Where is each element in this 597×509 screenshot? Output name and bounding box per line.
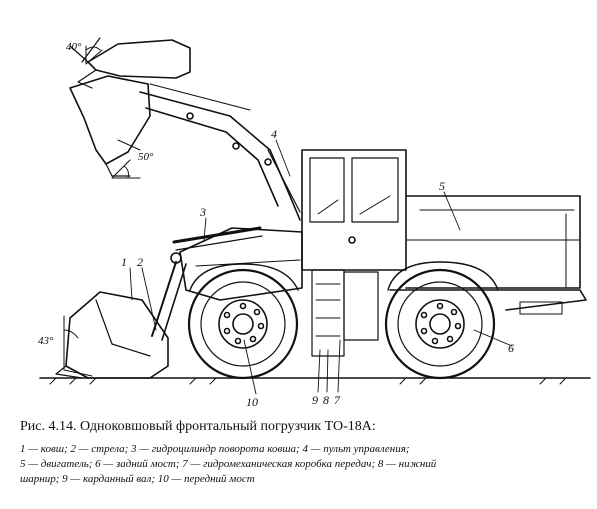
callout-5: 5 xyxy=(439,179,445,193)
legend-line: 5 — двигатель; 6 — задний мост; 7 — гидромеханическая коробка передач; 8 — нижний xyxy=(20,458,437,470)
callout-2: 2 xyxy=(137,255,143,269)
angle-label-50: 50° xyxy=(138,151,154,163)
leader-5 xyxy=(444,192,460,230)
rear-wheel xyxy=(386,270,494,378)
caption-legend xyxy=(20,442,590,487)
legend-line: 1 — ковш; 2 — стрела; 3 — гидроцилиндр поворота ковша; 4 — пульт управления; xyxy=(20,443,410,455)
raised-bucket-upper xyxy=(88,40,190,78)
callout-8: 8 xyxy=(323,393,329,407)
leader-10 xyxy=(244,340,256,394)
front-wheel xyxy=(189,270,297,378)
figure-caption xyxy=(20,418,590,487)
legend-line: шарнир; 9 — карданный вал; 10 — передний мост xyxy=(20,473,255,485)
control-post xyxy=(268,150,300,212)
angle-label-40: 40° xyxy=(66,41,82,53)
leader-7 xyxy=(338,340,340,392)
transmission-box xyxy=(344,272,378,340)
cab xyxy=(302,150,406,270)
bucket-cylinder xyxy=(174,228,260,242)
callout-3: 3 xyxy=(200,205,206,219)
callout-4: 4 xyxy=(271,127,277,141)
callout-10: 10 xyxy=(246,395,258,409)
callout-7: 7 xyxy=(334,393,340,407)
leader-2 xyxy=(142,268,156,330)
angle-label-43: 43° xyxy=(38,335,54,347)
angle-guide-50 xyxy=(112,160,140,178)
boom-lowered xyxy=(152,262,176,336)
callout-1: 1 xyxy=(121,255,127,269)
callout-9: 9 xyxy=(312,393,318,407)
caption-title: Рис. 4.14. Одноковшовый фронтальный погрузчик ТО-18А: xyxy=(20,419,376,434)
leader-1 xyxy=(130,268,132,300)
ground-hatch xyxy=(50,378,566,384)
callout-6: 6 xyxy=(508,341,514,355)
gearbox xyxy=(312,270,344,356)
